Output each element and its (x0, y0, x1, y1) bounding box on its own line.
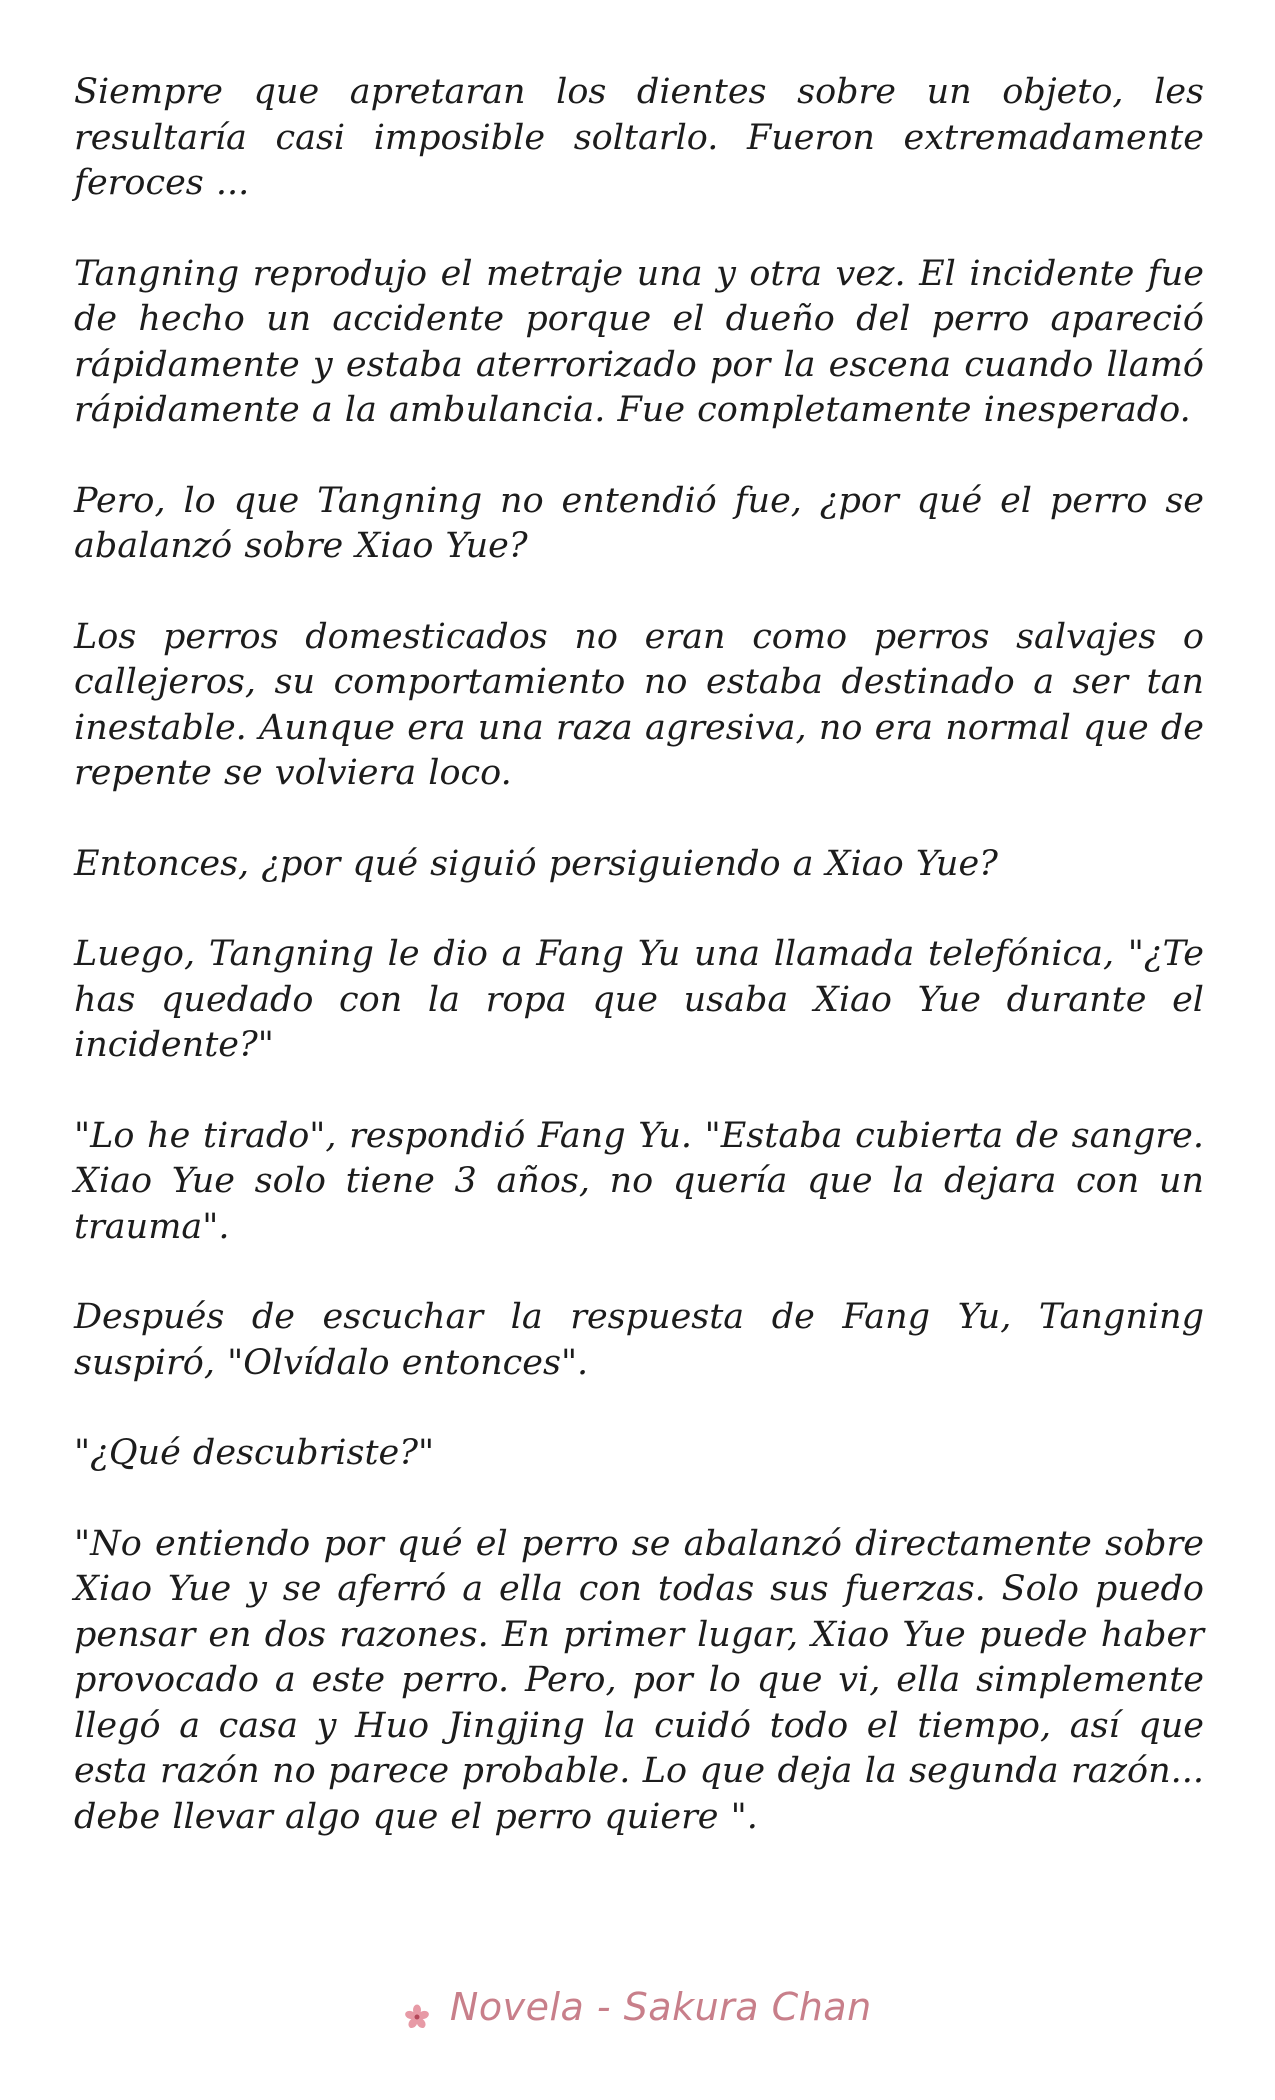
watermark (0, 1985, 1275, 2029)
paragraph: "No entiendo por qué el perro se abalanzó directamente sobre Xiao Yue y se aferró a ella con todas sus fuerzas. Solo puedo pensar en dos razones. En primer lugar, Xiao Yue puede haber provocado a este perro. Pero, por lo que vi, ella simplemente llegó a casa y Huo Jingjing la cuidó todo el tiempo, así que esta razón no parece probable. Lo que deja la segunda razón... debe llevar algo que el perro quiere ". (74, 1523, 1204, 1837)
paragraph: Los perros domesticados no eran como perros salvajes o callejeros, su comportamiento no estaba destinado a ser tan inestable. Aunque era una raza agresiva, no era normal que de repente se volviera loco. (74, 616, 1204, 793)
paragraph: Entonces, ¿por qué siguió persiguiendo a Xiao Yue? (74, 843, 998, 884)
paragraph: Tangning reprodujo el metraje una y otra vez. El incidente fue de hecho un accidente porque el dueño del perro apareció rápidamente y estaba aterrorizado por la escena cuando llamó rápidamente a la ambulancia. Fue completamente inesperado. (74, 253, 1204, 430)
paragraph: Pero, lo que Tangning no entendió fue, ¿por qué el perro se abalanzó sobre Xiao Yue? (74, 480, 1204, 566)
paragraph: "¿Qué descubriste?" (74, 1433, 435, 1473)
sakura-flower-icon (403, 1996, 431, 2024)
paragraph: Luego, Tangning le dio a Fang Yu una llamada telefónica, "¿Te has quedado con la ropa que usaba Xiao Yue durante el incidente?" (74, 934, 1204, 1065)
document-body (74, 70, 1204, 1885)
paragraph: "Lo he tirado", respondió Fang Yu. "Estaba cubierta de sangre. Xiao Yue solo tiene 3 años, no quería que la dejara con un trauma". (74, 1115, 1204, 1247)
paragraph: Después de escuchar la respuesta de Fang Yu, Tangning suspiró, "Olvídalo entonces". (74, 1297, 1204, 1383)
watermark-text: Novela - Sakura Chan (449, 1985, 872, 2029)
paragraph: Siempre que apretaran los dientes sobre un objeto, les resultaría casi imposible soltarlo. Fueron extremadamente feroces ... (74, 72, 1204, 203)
